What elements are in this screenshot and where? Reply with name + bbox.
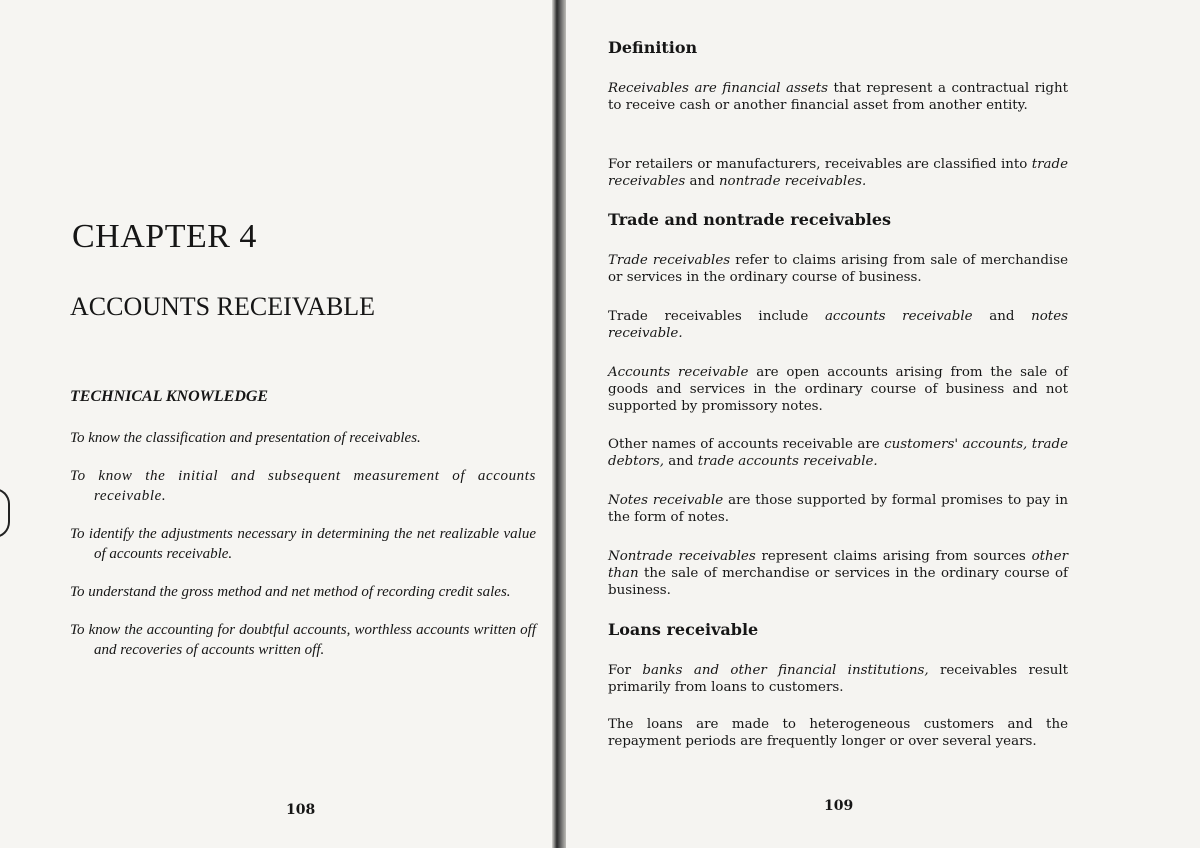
page-number: 108 xyxy=(286,802,316,818)
objective-item: To identify the adjustments necessary in determining the net realizable value of accounts receivable. xyxy=(70,526,536,562)
text: and xyxy=(972,309,1032,324)
nontrade-paragraph xyxy=(608,548,1068,599)
term: Nontrade receivables xyxy=(608,549,756,564)
term: banks and other financial institutions, xyxy=(642,663,929,678)
text: Other names of accounts receivable are xyxy=(608,437,885,452)
loans-terms-paragraph: The loans are made to heterogeneous customers and the repayment periods are frequently longer or over several years. xyxy=(608,717,1068,749)
page-number: 109 xyxy=(824,798,854,814)
text: the sale of merchandise or services in the ordinary course of business. xyxy=(608,566,1068,598)
term: notes receivable. xyxy=(608,309,1068,341)
book-gutter xyxy=(552,0,566,848)
term: other than xyxy=(608,549,1069,581)
objective-item: To understand the gross method and net method of recording credit sales. xyxy=(70,584,511,600)
text: Trade receivables include xyxy=(608,309,825,324)
other-names-paragraph xyxy=(608,436,1068,470)
objective-item: To know the initial and subsequent measurement of accounts receivable. xyxy=(70,468,536,504)
term: Receivables are financial assets xyxy=(608,81,828,96)
classification-paragraph xyxy=(608,156,1068,190)
term: Trade receivables xyxy=(608,253,731,268)
right-page xyxy=(566,0,1200,848)
chapter-number: CHAPTER 4 xyxy=(72,218,257,255)
accounts-receivable-paragraph xyxy=(608,364,1068,415)
technical-knowledge-heading: TECHNICAL KNOWLEDGE xyxy=(70,388,269,405)
text: and xyxy=(664,454,698,469)
text: For retailers or manufacturers, receivables are classified into xyxy=(608,157,1032,172)
objective-item: To know the classification and presentation of receivables. xyxy=(70,430,421,446)
learning-objectives-list xyxy=(70,428,536,678)
chapter-title: ACCOUNTS RECEIVABLE xyxy=(70,292,376,321)
text: and xyxy=(685,174,719,189)
objective-item: To know the accounting for doubtful accounts, worthless accounts written off and recoveries of accounts written off. xyxy=(70,622,536,658)
definition-heading: Definition xyxy=(608,38,698,57)
text: are open accounts arising from the sale of goods and services in the ordinary course of business and not supported by promissory notes. xyxy=(608,365,1069,414)
term: customers' accounts, xyxy=(884,437,1028,452)
text: represent claims arising from sources xyxy=(755,549,1032,564)
trade-nontrade-heading: Trade and nontrade receivables xyxy=(608,210,892,229)
text: For xyxy=(608,663,643,678)
term: Notes receivable xyxy=(608,493,724,508)
term: Accounts receivable xyxy=(608,365,749,380)
term: accounts receivable xyxy=(824,309,973,324)
term: trade debtors, xyxy=(608,437,1069,469)
loans-paragraph xyxy=(608,662,1068,696)
text: receivables result primarily from loans to customers. xyxy=(608,663,1069,695)
term: trade accounts receivable. xyxy=(697,454,878,469)
text: are those supported by formal promises to pay in the form of notes. xyxy=(608,493,1068,525)
trade-receivables-paragraph xyxy=(608,252,1068,286)
loans-receivable-heading: Loans receivable xyxy=(608,620,759,639)
text: refer to claims arising from sale of merchandise or services in the ordinary course of business. xyxy=(608,253,1068,285)
trade-includes-paragraph xyxy=(608,308,1068,342)
page-edge-mark xyxy=(0,488,10,538)
left-page xyxy=(0,0,552,848)
term: trade receivables xyxy=(608,157,1068,189)
term: nontrade receivables. xyxy=(718,174,867,189)
notes-receivable-paragraph xyxy=(608,492,1068,526)
text: that represent a contractual right to receive cash or another financial asset from another entity. xyxy=(608,81,1068,113)
definition-paragraph xyxy=(608,80,1068,114)
